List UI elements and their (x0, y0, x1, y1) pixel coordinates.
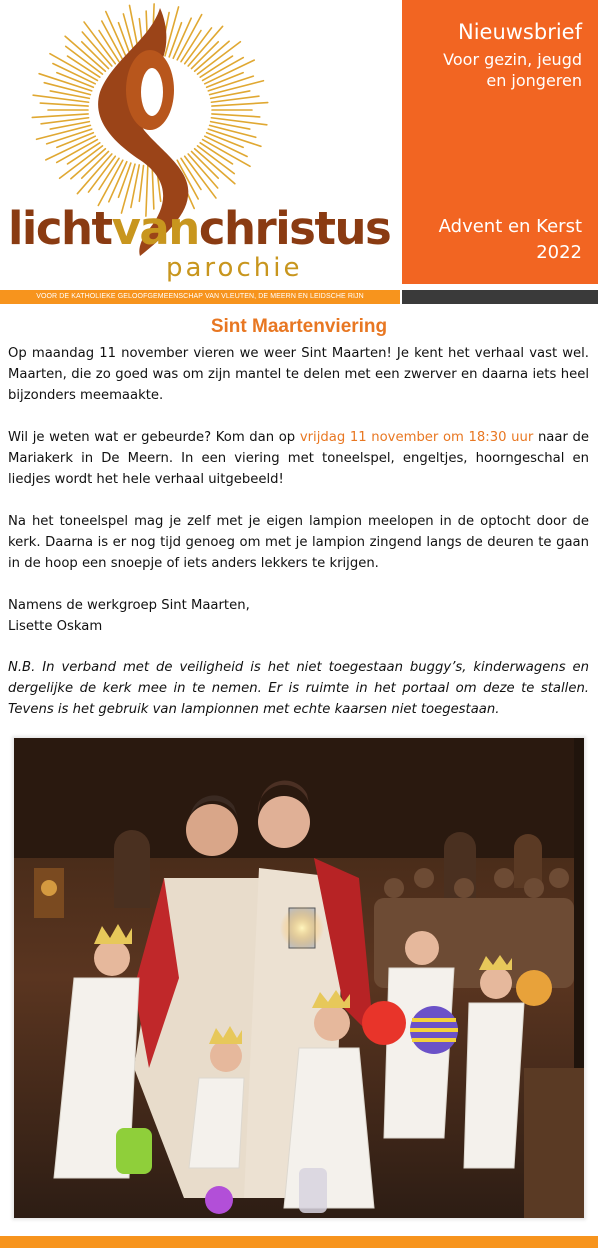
signature (8, 595, 589, 637)
subtitle-line-2: en jongeren (486, 71, 582, 90)
logo-word-van: van (111, 202, 199, 255)
newsletter-header (0, 0, 598, 306)
newsletter-title-box (402, 0, 598, 284)
invitation-text-end: naar de Mariakerk in De Meern. In een viering met toneelspel, engeltjes, hoorngeschal en liedjes wordt het hele verhaal uitgebeeld! (8, 430, 590, 487)
logo-word-licht: licht (8, 202, 112, 255)
event-photo (14, 738, 584, 1218)
invitation-text-start: Wil je weten wat er gebeurde? Kom dan op (8, 430, 300, 445)
subtitle-line-1: Voor gezin, jeugd (443, 50, 582, 69)
parish-logo (0, 0, 400, 288)
edition-line-2: 2022 (536, 242, 582, 263)
svg-text:lichtvanchristus (8, 202, 390, 255)
event-date-highlight: vrijdag 11 november om 18:30 uur (299, 430, 534, 445)
logo-subtitle: parochie (166, 253, 303, 283)
signature-line-1: Namens de werkgroep Sint Maarten, (8, 598, 250, 613)
paragraph-procession: Na het toneelspel mag je zelf met je eigen lampion meelopen in de optocht door de kerk. Daarna is er nog tijd genoeg om met je lampion zingend langs de deuren te gaan in de hoop een snoepje of iets anders lekkers te krijgen. (8, 514, 589, 571)
footer-bar (0, 1236, 598, 1248)
edition-line-1: Advent en Kerst (438, 216, 582, 237)
newsletter-title: Nieuwsbrief (457, 20, 582, 44)
tagline-bar: VOOR DE KATHOLIEKE GELOOFGEMEENSCHAP VAN VLEUTEN, DE MEERN EN LEIDSCHE RIJN (0, 290, 400, 304)
header-divider (402, 290, 598, 304)
logo-word-christus: christus (198, 202, 391, 255)
edition-label (402, 214, 582, 266)
paragraph-intro: Op maandag 11 november vieren we weer Sint Maarten! Je kent het verhaal vast wel. Maarten, die zo goed was om zijn mantel te delen met een zwerver en daarna iets heel bijzonders meemaakte. (8, 346, 589, 403)
article-title: Sint Maartenviering (210, 316, 388, 337)
safety-note: N.B. In verband met de veiligheid is het niet toegestaan buggy’s, kinderwagens en dergelijke de kerk mee in te nemen. Er is ruimte in het portaal om deze te stallen. Tevens is het gebruik van lampionnen met echte kaarsen niet toegestaan. (8, 660, 589, 717)
paragraph-invitation (8, 427, 589, 490)
signature-name: Lisette Oskam (8, 619, 103, 634)
newsletter-subtitle (402, 49, 582, 91)
